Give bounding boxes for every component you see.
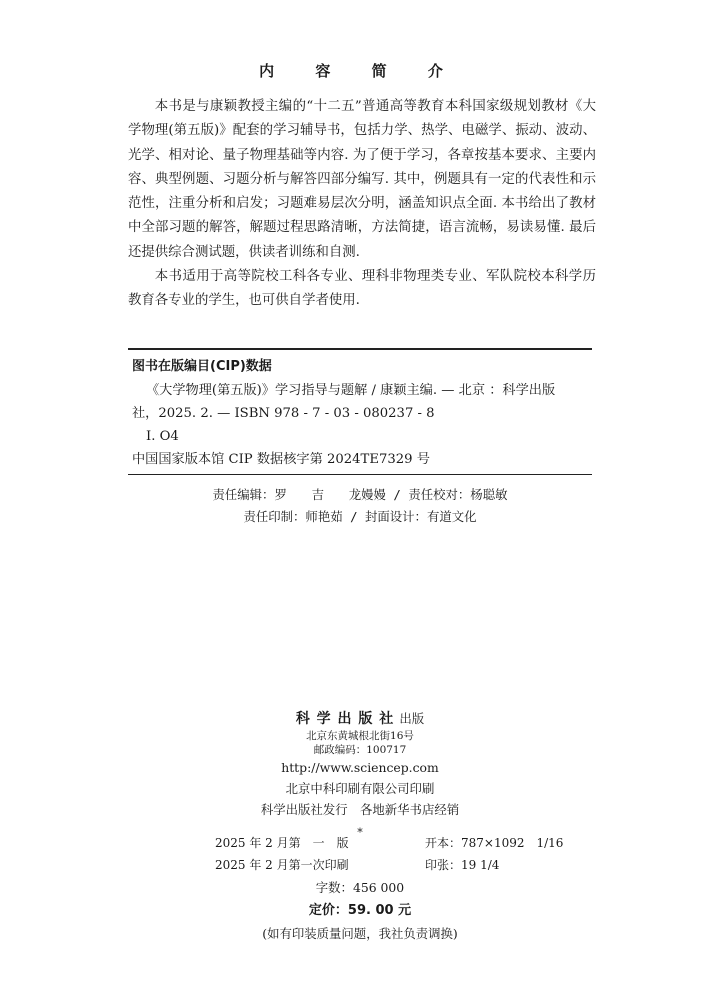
specs-row-1 [215, 832, 563, 854]
specs-block [215, 832, 563, 876]
publisher-website: http://www.sciencep.com [281, 760, 439, 775]
publisher-line [0, 708, 720, 729]
intro-section [128, 95, 596, 314]
credits-production: 责任印制：师艳茹 / 封面设计：有道文化 [243, 509, 477, 524]
printer: 北京中科印刷有限公司印刷 [285, 781, 435, 796]
credits-block [0, 484, 720, 528]
page-title: 内 容 简 介 [259, 62, 461, 80]
specs-row-2 [215, 854, 563, 876]
cip-classification: Ⅰ. O4 [146, 429, 179, 444]
cip-line-2: 社，2025. 2. — ISBN 978 - 7 - 03 - 080237 - 8 [132, 406, 435, 421]
edition: 2025 年 2 月第 一 版 [215, 836, 349, 850]
printing: 2025 年 2 月第一次印刷 [215, 858, 349, 872]
cip-verification: 中国国家版本馆 CIP 数据核字第 2024TE7329 号 [132, 452, 430, 467]
separator-star: * [357, 826, 363, 839]
cip-top-rule [128, 348, 592, 350]
cip-line-1: 《大学物理(第五版)》学习指导与题解 / 康颖主编. — 北京 ：科学出版 [146, 383, 556, 398]
publisher-block [0, 708, 720, 842]
credits-editors: 责任编辑：罗 吉 龙嫚嫚 / 责任校对：杨聪敏 [212, 487, 508, 502]
quality-note: (如有印装质量问题，我社负责调换) [262, 926, 458, 941]
publisher-suffix: 出版 [399, 711, 425, 726]
price: 定价：59. 00 元 [308, 903, 412, 918]
publisher-address: 北京东黄城根北街16号 [306, 730, 414, 742]
cip-heading: 图书在版编目(CIP)数据 [132, 359, 272, 374]
intro-paragraph-2: 本书适用于高等院校工科各专业、理科非物理类专业、军队院校本科学历教育各专业的学生，也可供自学者使用. [128, 269, 596, 309]
publisher-name: 科 学 出 版 社 [295, 711, 395, 727]
cip-block [132, 379, 592, 471]
sheets: 印张：19 1/4 [425, 858, 500, 872]
publisher-postcode: 邮政编码：100717 [313, 744, 407, 756]
distribution: 科学出版社发行 各地新华书店经销 [260, 802, 460, 817]
format: 开本：787×1092 1/16 [425, 836, 564, 850]
cip-bottom-rule [128, 474, 592, 475]
word-count: 字数：456 000 [315, 880, 405, 895]
price-block [0, 876, 720, 945]
intro-paragraph-1: 本书是与康颖教授主编的“十二五”普通高等教育本科国家级规划教材《大学物理(第五版)》配套的学习辅导书，包括力学、热学、电磁学、振动、波动、光学、相对论、量子物理基础等内容. 为了便于学习，各章按基本要求、主要内容、典型例题、习题分析与解答四部分编写. 其中，例题具有一定的代表性和示范性，注重分析和启发；习题难易层次分明，涵盖知识点全面. 本书给出了教材中全部习题的解答，解题过程思路清晰，方法简捷，语言流畅，易读易懂. 最后还提供综合测试题，供读者训练和自测. [128, 99, 596, 260]
